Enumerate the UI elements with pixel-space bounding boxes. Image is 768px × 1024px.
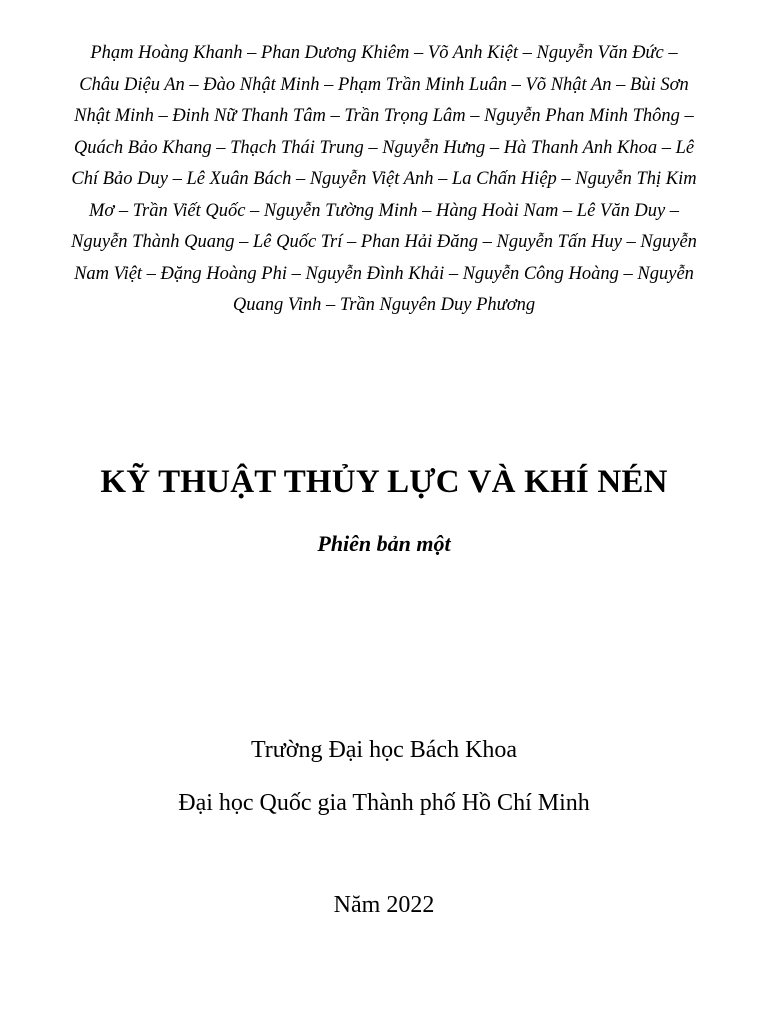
edition-label: Phiên bản một: [317, 531, 451, 556]
publication-year: Năm 2022: [333, 892, 435, 918]
author-list: Phạm Hoàng Khanh – Phan Dương Khiêm – Võ Anh Kiệt – Nguyễn Văn Đức – Châu Diệu An – Đào Nhật Minh – Phạm Trần Minh Luân – Võ Nhật An – Bùi Sơn Nhật Minh – Đinh Nữ Thanh Tâm – Trần Trọng Lâm – Nguyễn Phan Minh Thông – Quách Bảo Khang – Thạch Thái Trung – Nguyễn Hưng – Hà Thanh Anh Khoa – Lê Chí Bảo Duy – Lê Xuân Bách – Nguyễn Việt Anh – La Chấn Hiệp – Nguyễn Thị Kim Mơ – Trần Viết Quốc – Nguyễn Tường Minh – Hàng Hoài Nam – Lê Văn Duy – Nguyễn Thành Quang – Lê Quốc Trí – Phan Hải Đăng – Nguyễn Tấn Huy – Nguyễn Nam Việt – Đặng Hoàng Phi – Nguyễn Đình Khải – Nguyễn Công Hoàng – Nguyễn Quang Vinh – Trần Nguyên Duy Phương: [71, 43, 697, 315]
book-title: KỸ THUẬT THỦY LỰC VÀ KHÍ NÉN: [100, 464, 668, 500]
national-university-name: Đại học Quốc gia Thành phố Hồ Chí Minh: [178, 790, 590, 816]
university-name: Trường Đại học Bách Khoa: [250, 737, 518, 763]
